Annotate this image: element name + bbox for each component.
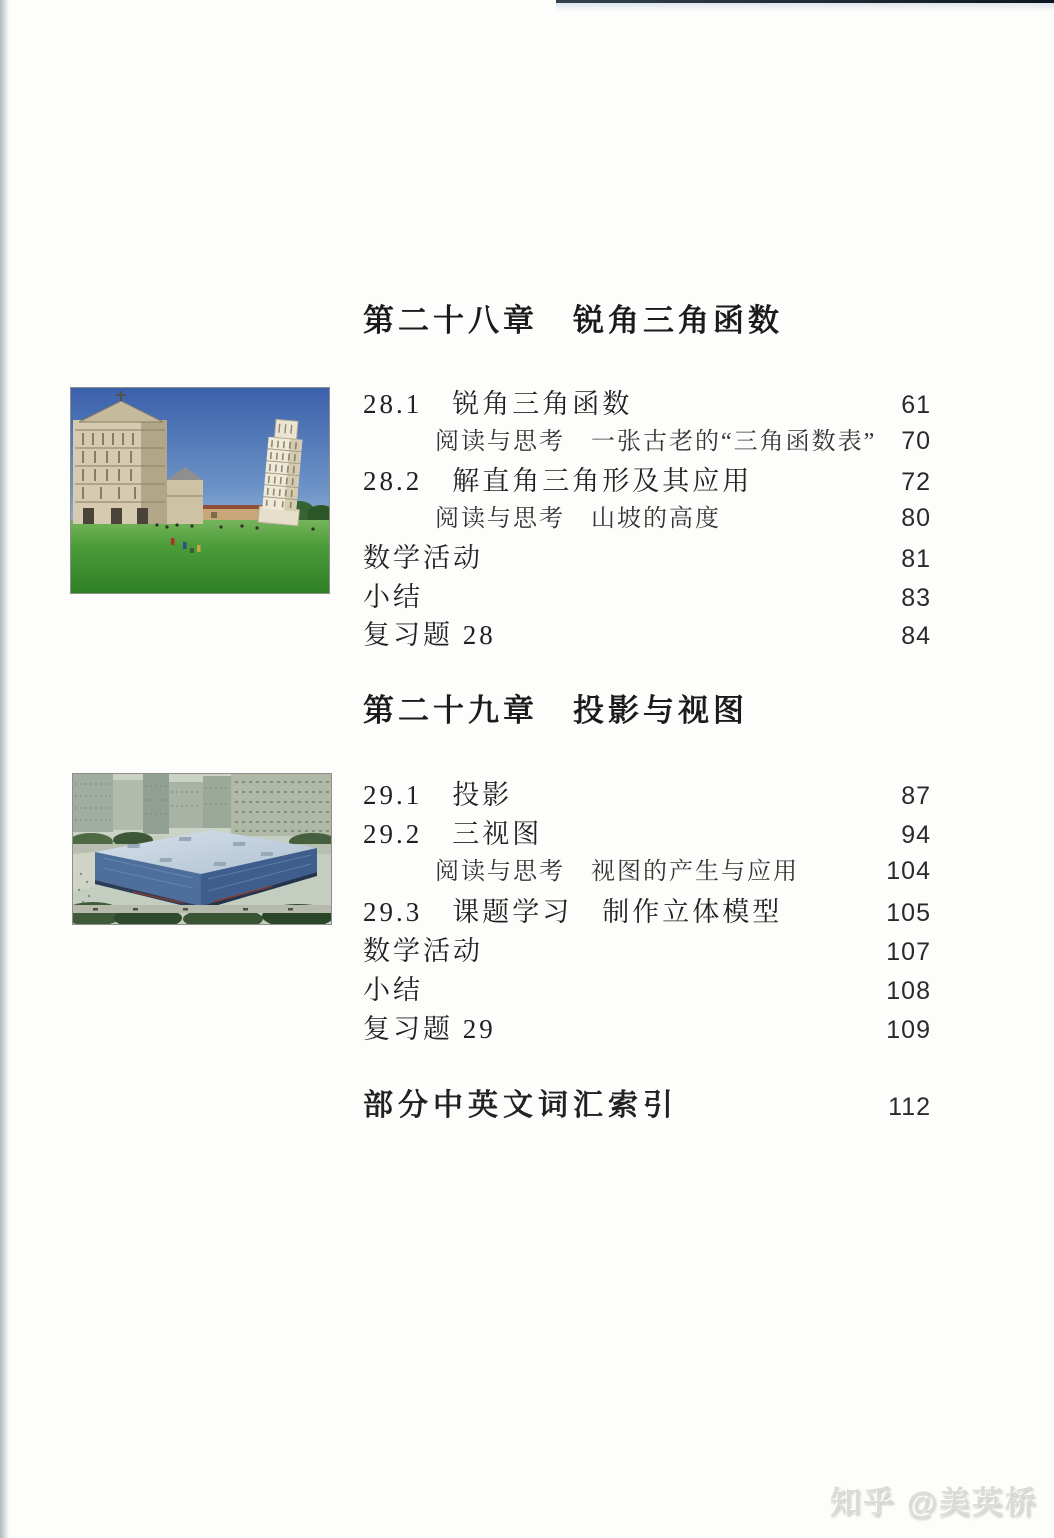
toc-index-label: 部分中英文词汇索引 <box>363 1089 678 1122</box>
toc-entry <box>363 421 931 456</box>
toc-entry-page: 107 <box>886 938 931 966</box>
water-cube-illustration <box>73 774 331 924</box>
chapter-29-title: 第二十九章 投影与视图 <box>363 693 748 728</box>
toc-entry <box>363 1007 931 1046</box>
toc-entry-label: 28.1 锐角三角函数 <box>363 389 633 419</box>
toc-entry-label: 阅读与思考 一张古老的“三角函数表” <box>435 429 877 455</box>
toc-entry-label: 数学活动 <box>363 936 483 966</box>
toc-entry <box>363 575 931 614</box>
toc-entry-page: 94 <box>901 821 931 849</box>
pisa-photo-illustration <box>71 388 329 593</box>
toc-entry-page: 84 <box>901 622 931 650</box>
chapter-28-title: 第二十八章 锐角三角函数 <box>363 303 783 338</box>
toc-entry-page: 80 <box>901 504 931 532</box>
toc-entry <box>363 613 931 652</box>
toc-entry-label: 28.2 解直角三角形及其应用 <box>363 466 753 496</box>
toc-entry-page: 81 <box>901 545 931 573</box>
toc-entry <box>363 890 931 929</box>
toc-entry-label: 29.3 课题学习 制作立体模型 <box>363 897 783 927</box>
toc-entry-label: 阅读与思考 视图的产生与应用 <box>435 859 799 885</box>
toc-entry-label: 复习题 28 <box>363 620 496 650</box>
toc-entry <box>363 498 931 533</box>
toc-entry-page: 70 <box>901 427 931 455</box>
toc-entry-page: 105 <box>886 899 931 927</box>
toc-entry-label: 29.1 投影 <box>363 780 513 810</box>
toc-entry <box>363 812 931 851</box>
toc-entry-label: 数学活动 <box>363 543 483 573</box>
toc-entry <box>363 536 931 575</box>
water-cube-building-photo <box>72 773 332 925</box>
toc-index-entry <box>363 1080 931 1124</box>
toc-entry <box>363 459 931 498</box>
toc-entry-page: 61 <box>901 391 931 419</box>
toc-entry-label: 29.2 三视图 <box>363 819 543 849</box>
toc-entry <box>363 773 931 812</box>
toc-entry-page: 104 <box>886 857 931 885</box>
toc-entry <box>363 382 931 421</box>
toc-entry-page: 87 <box>901 782 931 810</box>
toc-entry <box>363 968 931 1007</box>
toc-entry-label: 复习题 29 <box>363 1014 496 1044</box>
toc-entry <box>363 851 931 886</box>
toc-entry-label: 小结 <box>363 582 423 612</box>
toc-entry-page: 83 <box>901 584 931 612</box>
toc-index-page: 112 <box>888 1093 931 1121</box>
toc-entry-page: 72 <box>901 468 931 496</box>
toc-entry-page: 109 <box>886 1016 931 1044</box>
toc-entry-page: 108 <box>886 977 931 1005</box>
zhihu-watermark: 知乎 @美英桥 <box>830 1485 1038 1520</box>
leaning-tower-of-pisa-photo <box>70 387 330 594</box>
toc-entry <box>363 929 931 968</box>
scan-top-edge-soft <box>556 3 1054 11</box>
toc-entry-label: 阅读与思考 山坡的高度 <box>435 506 721 532</box>
toc-entry-label: 小结 <box>363 975 423 1005</box>
scan-left-edge <box>0 0 9 1538</box>
